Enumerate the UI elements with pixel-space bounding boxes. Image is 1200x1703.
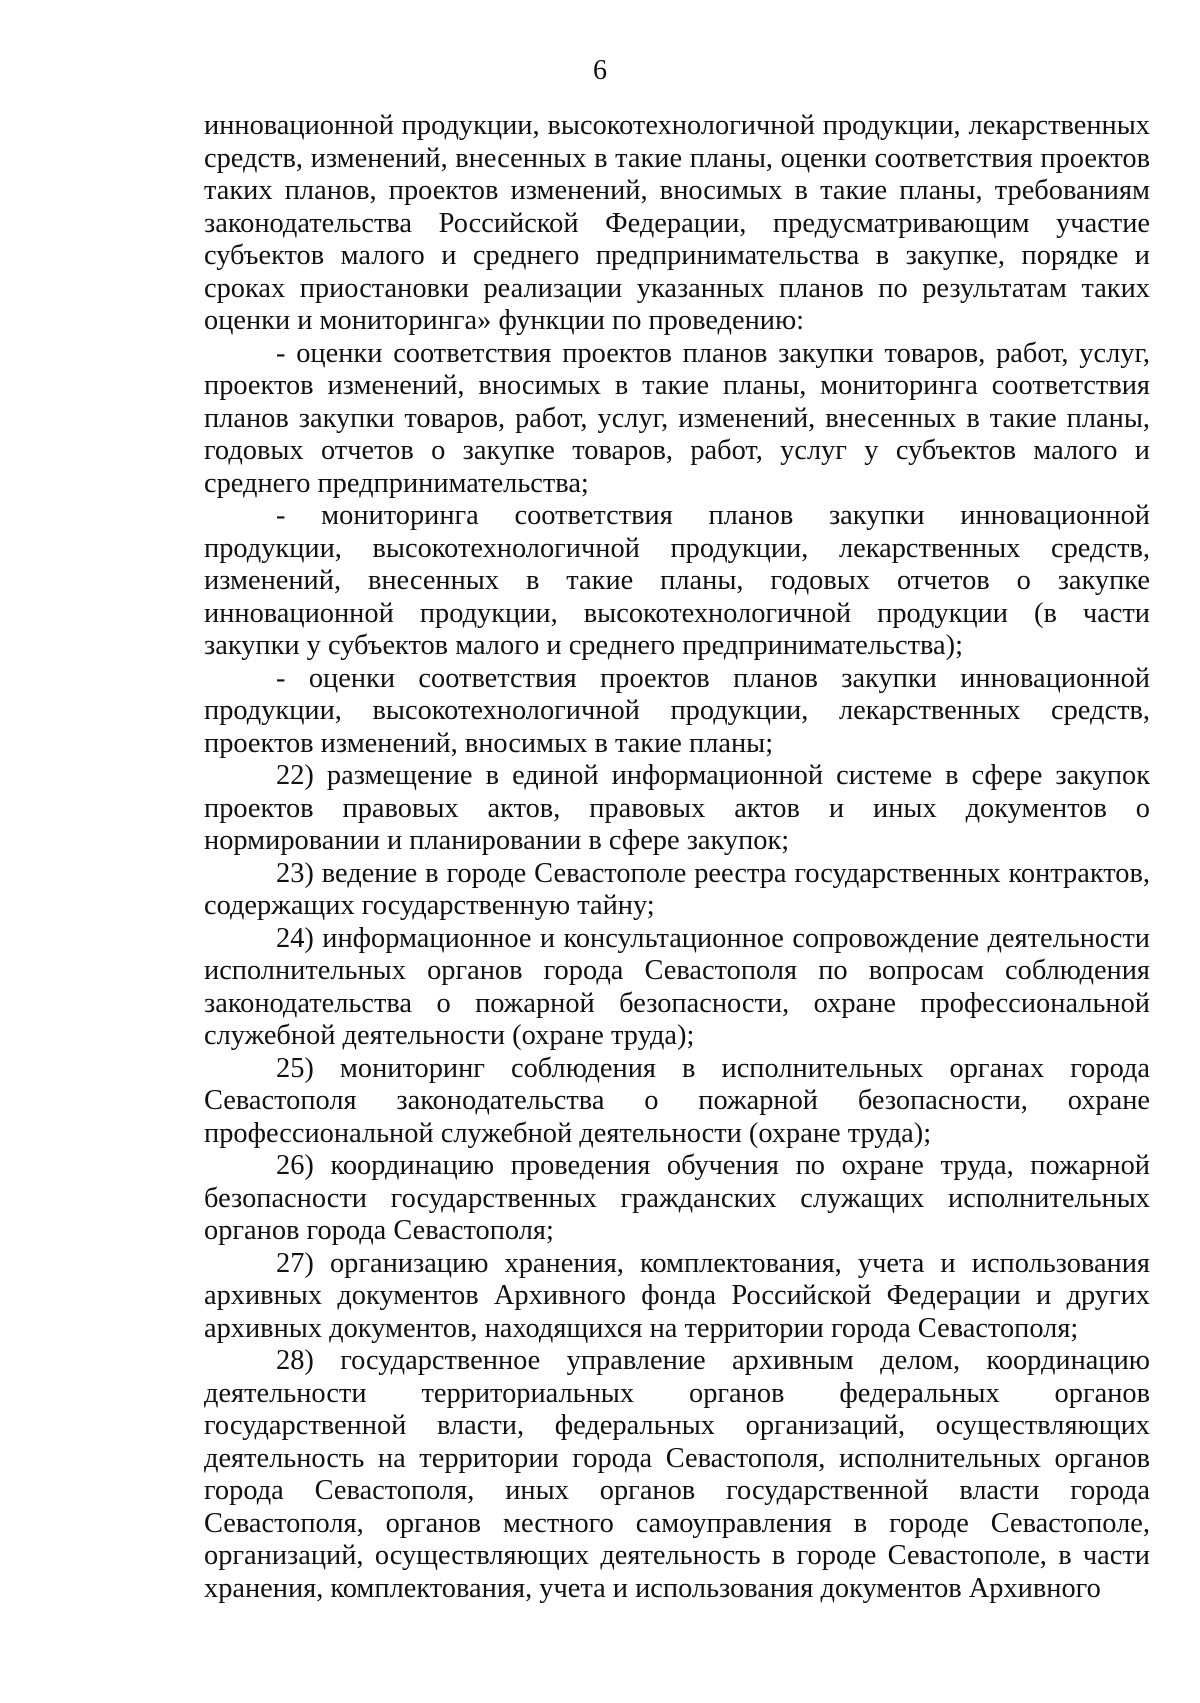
paragraph-item-27: 27) организацию хранения, комплектования, учета и использования архивных документов Архивного фонда Российской Федерации и других архивных документов, находящихся на территории города Севастополя;: [204, 1247, 1150, 1344]
paragraph-item-24: 24) информационное и консультационное сопровождение деятельности исполнительных органов города Севастополя по вопросам соблюдения законодательства о пожарной безопасности, охране профессиональной служебной деятельности (охране труда);: [204, 922, 1150, 1051]
paragraph-bullet-1: - оценки соответствия проектов планов закупки товаров, работ, услуг, проектов изменений, вносимых в такие планы, мониторинга соответствия планов закупки товаров, работ, услуг, изменений, внесенных в такие планы, годовых отчетов о закупке товаров, работ, услуг у субъектов малого и среднего предпринимательства;: [204, 337, 1150, 499]
page-number: 6: [593, 55, 607, 86]
paragraph-item-28: 28) государственное управление архивным делом, координацию деятельности территориальных органов федеральных органов государственной власти, федеральных организаций, осуществляющих деятельность на территории города Севастополя, исполнительных органов города Севастополя, иных органов государственной власти города Севастополя, органов местного самоуправления в городе Севастополе, организаций, осуществляющих деятельность в городе Севастополе, в части хранения, комплектования, учета и использования документов Архивного: [204, 1345, 1150, 1604]
paragraph-item-25: 25) мониторинг соблюдения в исполнительных органах города Севастополя законодательства о пожарной безопасности, охране профессиональной служебной деятельности (охране труда);: [204, 1052, 1150, 1149]
paragraph-item-26: 26) координацию проведения обучения по охране труда, пожарной безопасности государственных гражданских служащих исполнительных органов города Севастополя;: [204, 1150, 1150, 1246]
paragraph-continuation: инновационной продукции, высокотехнологичной продукции, лекарственных средств, изменений, внесенных в такие планы, оценки соответствия проектов таких планов, проектов изменений, вносимых в такие планы, требованиям законодательства Российской Федерации, предусматривающим участие субъектов малого и среднего предпринимательства в закупке, порядке и сроках приостановки реализации указанных планов по результатам таких оценки и мониторинга» функции по проведению:: [204, 110, 1150, 336]
paragraph-bullet-3: - оценки соответствия проектов планов закупки инновационной продукции, высокотехнологичной продукции, лекарственных средств, проектов изменений, вносимых в такие планы;: [204, 662, 1150, 759]
paragraph-item-22: 22) размещение в единой информационной системе в сфере закупок проектов правовых актов, правовых актов и иных документов о нормировании и планировании в сфере закупок;: [204, 760, 1150, 856]
document-body: [204, 110, 1150, 1605]
paragraph-bullet-2: - мониторинга соответствия планов закупки инновационной продукции, высокотехнологичной продукции, лекарственных средств, изменений, внесенных в такие планы, годовых отчетов о закупке инновационной продукции, высокотехнологичной продукции (в части закупки у субъектов малого и среднего предпринимательства);: [204, 500, 1150, 661]
paragraph-item-23: 23) ведение в городе Севастополе реестра государственных контрактов, содержащих государственную тайну;: [204, 857, 1150, 921]
